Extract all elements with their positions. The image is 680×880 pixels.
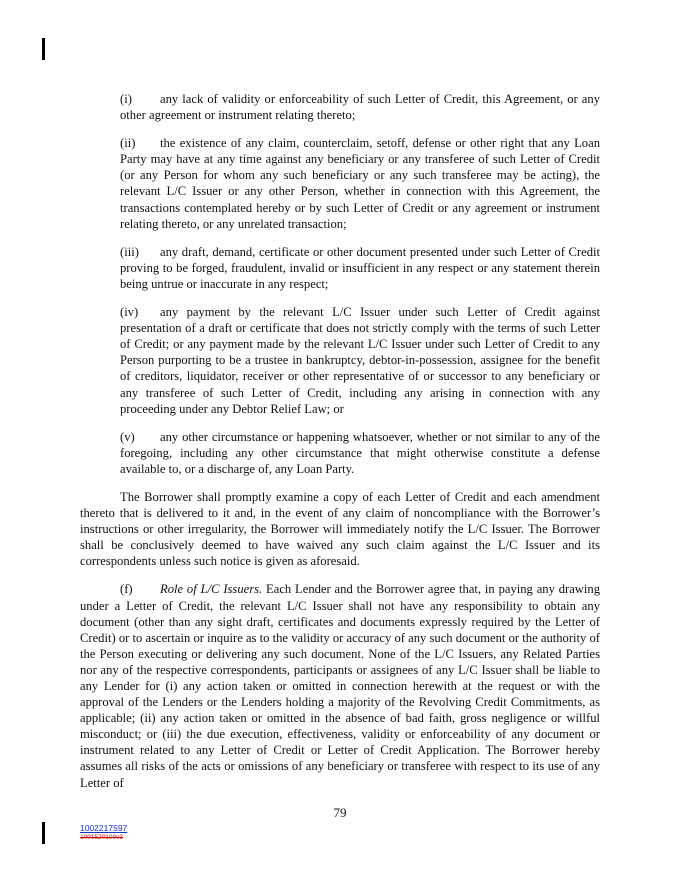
clause-number: (ii): [120, 136, 136, 151]
document-id-deleted: 1001520109v3: [80, 834, 124, 841]
borrower-paragraph: The Borrower shall promptly examine a copy of each Letter of Credit and each amendment thereto that is delivered to it and, in the event of any claim of noncompliance with the Borrower’s instructions or other irregularity, the Borrower will immediately notify the L/C Issuer. The Borrower shall be conclusively deemed to have waived any such claim against the L/C Issuer and its correspondents unless such notice is given as aforesaid.: [80, 489, 600, 569]
clause-text: the existence of any claim, counterclaim, setoff, defense or other right that any Loan Party may have at any time against any beneficiary or any transferee of such Letter of Credit (or any Person for whom any such beneficiary or any such transferee may be acting), the relevant L/C Issuer or any other Person, whether in connection with this Agreement, the transactions contemplated hereby or by such Letter of Credit or any agreement or instrument relating thereto, or any unrelated transaction;: [120, 136, 600, 231]
clause-number: (v): [120, 429, 135, 444]
section-heading: Role of L/C Issuers.: [160, 582, 263, 597]
clause-ii: [80, 135, 600, 232]
document-body: [80, 91, 600, 803]
clause-number: (iv): [120, 305, 139, 320]
clause-i: [80, 91, 600, 123]
section-text: Each Lender and the Borrower agree that, in paying any drawing under a Letter of Credit, the relevant L/C Issuer shall not have any responsibility to obtain any document (other than any sight draft, certificates and documents expressly required by the Letter of Credit) or to ascertain or inquire as to the validity or accuracy of any such document or the authority of the Person executing or delivering any such document. None of the L/C Issuers, any Related Parties nor any of the respective correspondents, participants or assignees of any L/C Issuer shall be liable to any Lender for (i) any action taken or omitted in connection herewith at the request or with the approval of the Lenders or the Lenders holding a majority of the Revolving Credit Commitments, as applicable; (ii) any action taken or omitted in the absence of bad faith, gross negligence or willful misconduct; or (iii) the due execution, effectiveness, validity or enforceability of any document or instrument related to any Letter of Credit or Letter of Credit Application. The Borrower hereby assumes all risks of the acts or omissions of any beneficiary or transferee with respect to its use of any Letter of: [80, 582, 600, 790]
change-bar-bottom: [42, 822, 45, 844]
clause-number: (i): [120, 92, 132, 106]
clause-text: any payment by the relevant L/C Issuer under such Letter of Credit against presentation of a draft or certificate that does not strictly comply with the terms of such Letter of Credit; or any payment made by the relevant L/C Issuer under such Letter of Credit to any Person purporting to be a trustee in bankruptcy, debtor-in-possession, assignee for the benefit of creditors, liquidator, receiver or other representative of or successor to any beneficiary or any transferee of such Letter of Credit, including any arising in connection with any proceeding under any Debtor Relief Law; or: [120, 305, 600, 416]
clause-v: [80, 429, 600, 477]
clause-iii: [80, 244, 600, 292]
section-f: [80, 581, 600, 790]
clause-iv: [80, 304, 600, 417]
clause-number: (iii): [120, 244, 139, 259]
clause-text: any draft, demand, certificate or other document presented under such Letter of Credit proving to be forged, fraudulent, invalid or insufficient in any respect or any statement therein being untrue or inaccurate in any respect;: [120, 244, 600, 291]
document-id: 1002217597: [80, 823, 128, 833]
section-number: (f): [120, 582, 133, 597]
clause-text: any lack of validity or enforceability of such Letter of Credit, this Agreement, or any other agreement or instrument relating thereto;: [120, 92, 600, 123]
clause-text: any other circumstance or happening whatsoever, whether or not similar to any of the foregoing, including any other circumstance that might otherwise constitute a defense available to, or a discharge of, any Loan Party.: [120, 429, 600, 476]
page-number: 79: [333, 805, 347, 820]
change-bar-top: [42, 38, 45, 60]
